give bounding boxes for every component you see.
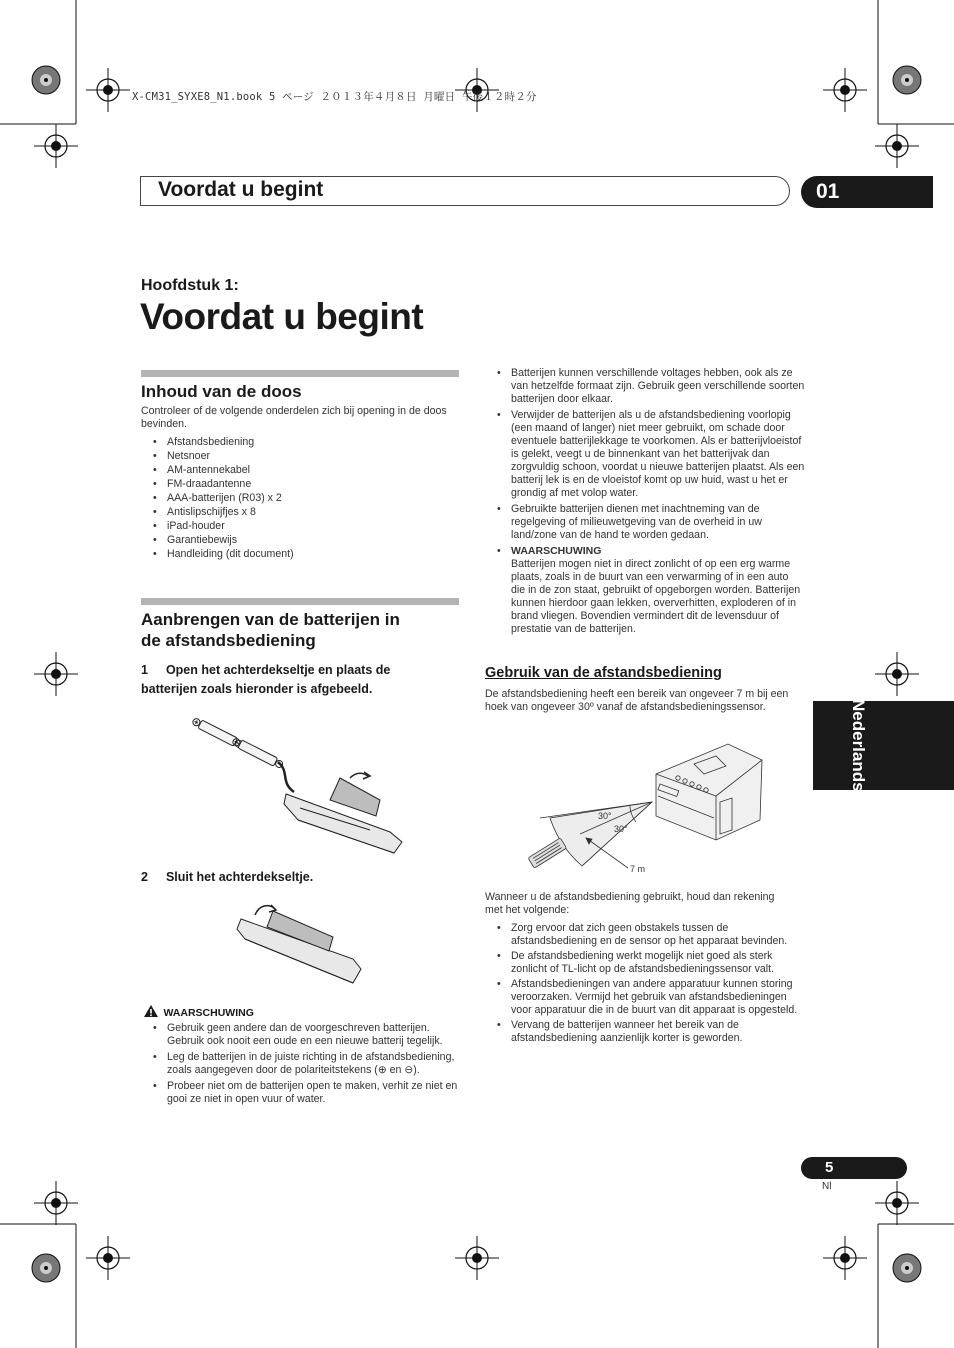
list-item: • iPad-houder bbox=[141, 520, 456, 533]
running-header-title: Voordat u begint bbox=[158, 178, 324, 201]
list-item: • Garantiebewijs bbox=[141, 534, 456, 547]
step-2: 2 Sluit het achterdekseltje. bbox=[141, 870, 314, 884]
list-item: • Zorg ervoor dat zich geen obstakels tussen de afstandsbediening en de sensor op het apparaat bevinden. bbox=[485, 922, 807, 948]
page-number: 5 bbox=[801, 1157, 907, 1179]
remote-range-diagram bbox=[520, 740, 770, 880]
print-header-info: X-CM31_SYXE8_N1.book 5 ページ ２０１３年４月８日 月曜日 午後１２時２分 bbox=[132, 91, 537, 103]
chapter-number-badge: 01 bbox=[801, 176, 933, 208]
remote-use-note-intro: Wanneer u de afstandsbediening gebruikt, houd dan rekening met het volgende: bbox=[485, 891, 775, 916]
list-item: • Gebruik geen andere dan de voorgeschreven batterijen. Gebruik ook nooit een oude en een nieuwe batterij tegelijk. bbox=[141, 1022, 459, 1048]
list-item: • AAA-batterijen (R03) x 2 bbox=[141, 492, 456, 505]
distance-label: 7 m bbox=[630, 864, 646, 874]
list-item: • Verwijder de batterijen als u de afstandsbediening voorlopig (een maand of langer) niet meer gebruikt, om schade door eventuele batterijlekkage te voorkomen. Als er batterijvloeistof is gelekt, veegt u de binnenkant van het batterijvak dan zorgvuldig schoon, voordat u nieuwe batterijen plaatst. Als een batterij lek is en de vloeistof komt op uw huid, wast u het er grondig af met volop water. bbox=[485, 409, 805, 500]
language-side-tab-label: Nederlands bbox=[849, 698, 868, 792]
chapter-label: Hoofdstuk 1: bbox=[141, 277, 239, 294]
step-1: 1 Open het achterdekseltje en plaats de batterijen zoals hieronder is afgebeeld. bbox=[141, 663, 391, 696]
box-contents-list bbox=[141, 436, 456, 562]
angle-label: 30° bbox=[598, 811, 612, 821]
list-item: • Antislipschijfjes x 8 bbox=[141, 506, 456, 519]
list-item bbox=[485, 545, 805, 636]
box-contents-heading: Inhoud van de doos bbox=[141, 382, 302, 401]
close-cover-illustration bbox=[233, 897, 368, 987]
battery-warning-text: Batterijen mogen niet in direct zonlicht of op een erg warme plaats, zoals in de buurt van een verwarming of in een auto die in de zon staat, gebruikt of opgeborgen worden. Batterijen kunnen hierdoor gaan lekken, oververhitten, exploderen of in brand vliegen. Bovendien vermindert dit de levensduur of prestatie van de batterijen. bbox=[511, 558, 801, 635]
remote-use-heading: Gebruik van de afstandsbediening bbox=[485, 665, 722, 681]
list-item: • De afstandsbediening werkt mogelijk niet goed als sterk zonlicht of TL-licht op de afstandsbedieningssensor valt. bbox=[485, 950, 807, 976]
battery-warning-list bbox=[141, 1022, 459, 1109]
remote-use-intro: De afstandsbediening heeft een bereik van ongeveer 7 m bij een hoek van ongeveer 30º vanaf de afstandsbedieningssensor. bbox=[485, 688, 789, 713]
remote-use-notes-list bbox=[485, 922, 807, 1045]
list-item: • Afstandsbedieningen van andere apparatuur kunnen storing veroorzaken. Vermijd het gebruik van afstandsbedieningen voor apparatuur die in de buurt van dit apparaat is opgesteld. bbox=[485, 978, 807, 1017]
angle-label: 30° bbox=[614, 824, 628, 834]
list-item: • Netsnoer bbox=[141, 450, 456, 463]
section-divider bbox=[141, 370, 459, 377]
warning-triangle-icon bbox=[143, 1004, 159, 1018]
page-language-code: Nl bbox=[822, 1181, 832, 1192]
list-item: • FM-draadantenne bbox=[141, 478, 456, 491]
section-divider bbox=[141, 598, 459, 605]
list-item: • Leg de batterijen in de juiste richting in de afstandsbediening, zoals aangegeven door de polariteitstekens (⊕ en ⊖). bbox=[141, 1051, 459, 1077]
list-item: • Afstandsbediening bbox=[141, 436, 456, 449]
box-contents-intro: Controleer of de volgende onderdelen zich bij opening in de doos bevinden. bbox=[141, 405, 447, 430]
battery-insertion-illustration bbox=[190, 712, 410, 857]
list-item: • AM-antennekabel bbox=[141, 464, 456, 477]
warning-block bbox=[143, 1003, 254, 1021]
list-item: • Vervang de batterijen wanneer het bereik van de afstandsbediening aanzienlijk korter is geworden. bbox=[485, 1019, 807, 1045]
list-item: • Handleiding (dit document) bbox=[141, 548, 456, 561]
battery-warning-label: • WAARSCHUWING bbox=[511, 545, 602, 557]
warning-label: WAARSCHUWING bbox=[163, 1007, 254, 1019]
chapter-title: Voordat u begint bbox=[140, 296, 424, 337]
list-item: • Probeer niet om de batterijen open te maken, verhit ze niet en gooi ze niet in open vuur of water. bbox=[141, 1080, 459, 1106]
list-item: • Gebruikte batterijen dienen met inachtneming van de regelgeving of milieuwetgeving van de overheid in uw land/zone van de hand te worden gedaan. bbox=[485, 503, 805, 542]
language-side-tab bbox=[813, 698, 954, 792]
batteries-heading: Aanbrengen van de batterijen in de afstandsbediening bbox=[141, 610, 400, 650]
battery-notes-list bbox=[485, 367, 805, 639]
list-item: • Batterijen kunnen verschillende voltages hebben, ook als ze van hetzelfde formaat zijn. Gebruik geen verschillende soorten batterijen door elkaar. bbox=[485, 367, 805, 406]
